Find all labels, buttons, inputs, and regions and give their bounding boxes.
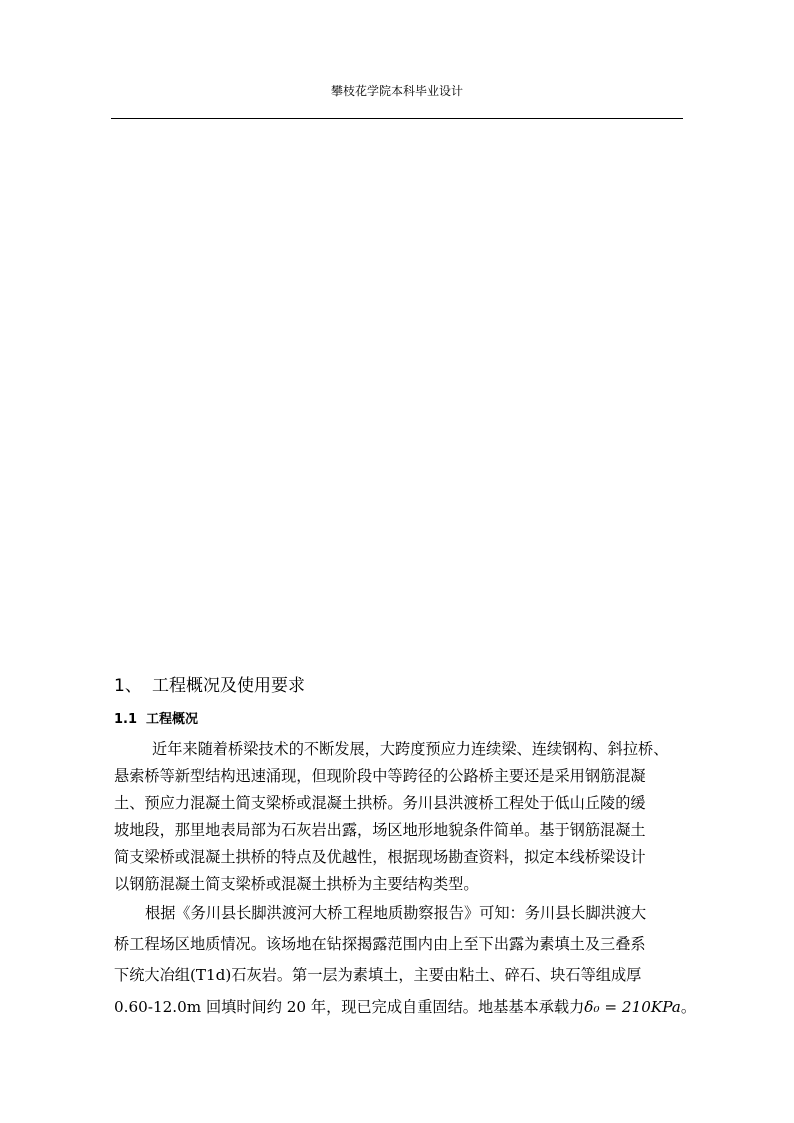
paragraph-line — [114, 996, 697, 1017]
sentence-end: 。 — [680, 998, 697, 1016]
page-header: 攀枝花学院本科毕业设计 — [330, 84, 463, 98]
subsection-title: 工程概况 — [146, 712, 199, 727]
paragraph-line: 土、预应力混凝土简支梁桥或混凝土拱桥。务川县洪渡桥工程处于低山丘陵的缓 — [114, 794, 646, 812]
paragraph-line: 坡地段，那里地表局部为石灰岩出露，场区地形地貌条件简单。基于钢筋混凝土 — [114, 821, 646, 839]
bearing-capacity-formula: δ₀ = 210KPa — [584, 998, 681, 1016]
paragraph-line: 根据《务川县长脚洪渡河大桥工程地质勘察报告》可知：务川县长脚洪渡大 — [145, 904, 647, 922]
header-divider — [111, 118, 683, 119]
paragraph-line: 桥工程场区地质情况。该场地在钻探揭露范围内由上至下出露为素填土及三叠系 — [114, 935, 646, 953]
paragraph-text: 0.60-12.0m 回填时间约 20 年，现已完成自重固结。地基基本承载力 — [114, 998, 585, 1016]
paragraph-line: 下统大冶组(T1d)石灰岩。第一层为素填土，主要由粘土、碎石、块石等组成厚 — [114, 966, 642, 984]
subsection-number: 1.1 — [114, 712, 138, 727]
section-heading — [114, 671, 305, 696]
subsection-heading — [114, 708, 198, 727]
paragraph-line: 简支梁桥或混凝土拱桥的特点及优越性，根据现场勘查资料，拟定本线桥梁设计 — [114, 848, 646, 866]
paragraph-line: 悬索桥等新型结构迅速涌现，但现阶段中等跨径的公路桥主要还是采用钢筋混凝 — [114, 767, 646, 785]
paragraph-line: 近年来随着桥梁技术的不断发展，大跨度预应力连续梁、连续钢构、斜拉桥、 — [152, 740, 669, 758]
section-number: 1、 — [114, 676, 142, 696]
section-title: 工程概况及使用要求 — [152, 676, 305, 696]
paragraph-line: 以钢筋混凝土简支梁桥或混凝土拱桥为主要结构类型。 — [114, 875, 479, 893]
